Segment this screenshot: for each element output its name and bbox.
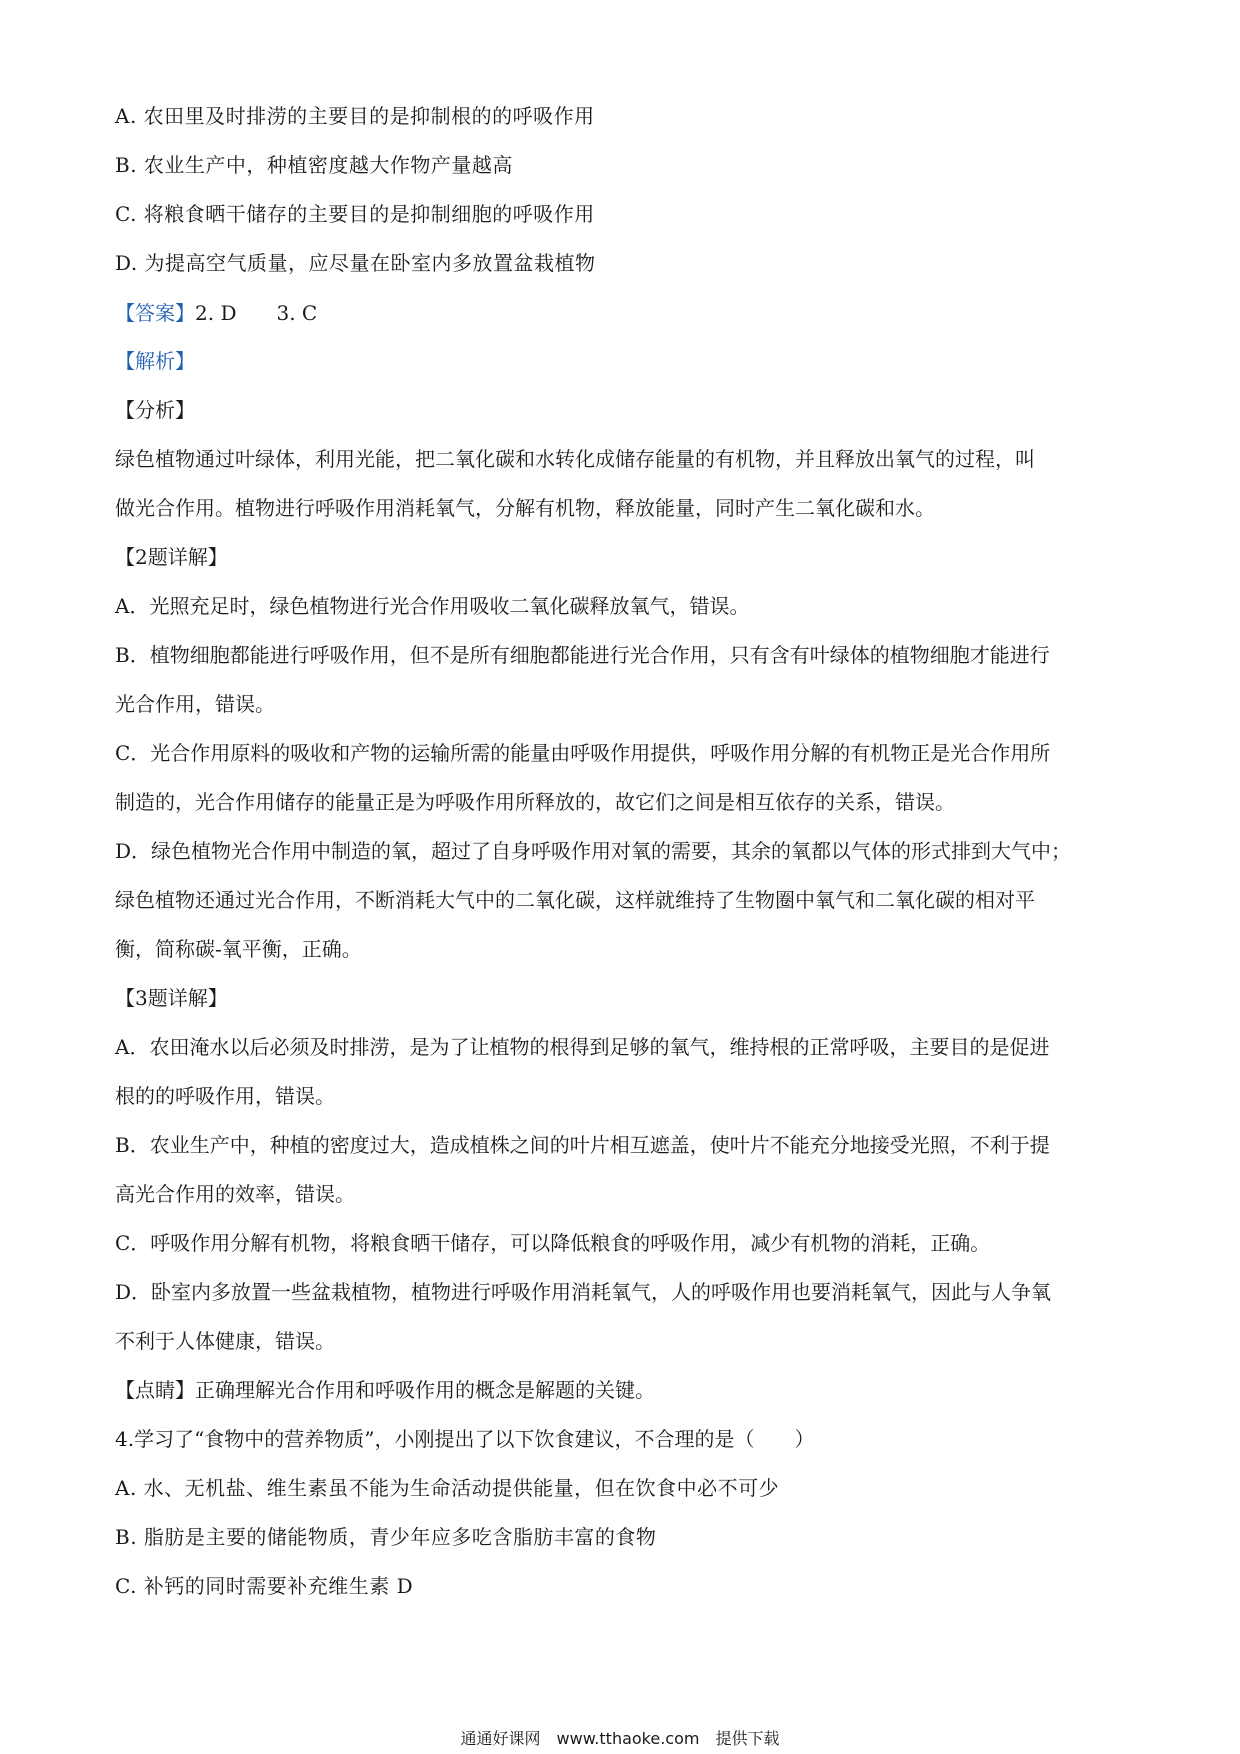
q3-line-7: 不利于人体健康，错误。: [115, 1329, 335, 1353]
q4-stem: 4.学习了“食物中的营养物质”，小刚提出了以下饮食建议，不合理的是（ ）: [115, 1427, 815, 1451]
answer-value: 2. D 3. C: [195, 301, 318, 325]
q2-detail-label: 【2题详解】: [115, 545, 228, 569]
q2-line-6: D．绿色植物光合作用中制造的氧，超过了自身呼吸作用对氧的需要，其余的氧都以气体的形式排到大气中；: [115, 839, 1072, 863]
q3-line-3: B．农业生产中，种植的密度过大，造成植株之间的叶片相互遮盖，使叶片不能充分地接受光照，不利于提: [115, 1133, 1050, 1157]
q3-line-1: A．农田淹水以后必须及时排涝，是为了让植物的根得到足够的氧气，维持根的正常呼吸，主要目的是促进: [115, 1035, 1050, 1059]
q3-line-2: 根的的呼吸作用，错误。: [115, 1084, 335, 1108]
q2-line-5: 制造的，光合作用储存的能量正是为呼吸作用所释放的，故它们之间是相互依存的关系，错误。: [115, 790, 955, 814]
q3-option-a: A. 农田里及时排涝的主要目的是抑制根的的呼吸作用: [115, 104, 595, 128]
q2-line-4: C．光合作用原料的吸收和产物的运输所需的能量由呼吸作用提供，呼吸作用分解的有机物正是光合作用所: [115, 741, 1051, 765]
dianjing-line: 【点睛】正确理解光合作用和呼吸作用的概念是解题的关键。: [115, 1378, 655, 1402]
q4-option-b: B. 脂肪是主要的储能物质，青少年应多吃含脂肪丰富的食物: [115, 1525, 657, 1549]
fenxi-label: 【分析】: [115, 398, 195, 422]
q2-line-2: B．植物细胞都能进行呼吸作用，但不是所有细胞都能进行光合作用，只有含有叶绿体的植物细胞才能进行: [115, 643, 1050, 667]
fenxi-line-1: 绿色植物通过叶绿体，利用光能，把二氧化碳和水转化成储存能量的有机物，并且释放出氧气的过程，叫: [115, 447, 1035, 471]
q3-option-b: B. 农业生产中，种植密度越大作物产量越高: [115, 153, 513, 177]
footer-source: 通通好课网 www.tthaoke.com 提供下载: [460, 1729, 780, 1748]
q3-option-c: C. 将粮食晒干储存的主要目的是抑制细胞的呼吸作用: [115, 202, 595, 226]
q2-line-1: A．光照充足时，绿色植物进行光合作用吸收二氧化碳释放氧气，错误。: [115, 594, 750, 618]
q3-line-6: D．卧室内多放置一些盆栽植物，植物进行呼吸作用消耗氧气，人的呼吸作用也要消耗氧气，因此与人争氧: [115, 1280, 1052, 1304]
fenxi-line-2: 做光合作用。植物进行呼吸作用消耗氧气，分解有机物，释放能量，同时产生二氧化碳和水。: [115, 496, 935, 520]
q2-line-7: 绿色植物还通过光合作用，不断消耗大气中的二氧化碳，这样就维持了生物圈中氧气和二氧化碳的相对平: [115, 888, 1035, 912]
q3-line-5: C．呼吸作用分解有机物，将粮食晒干储存，可以降低粮食的呼吸作用，减少有机物的消耗，正确。: [115, 1231, 991, 1255]
q4-option-a: A. 水、无机盐、维生素虽不能为生命活动提供能量，但在饮食中必不可少: [115, 1476, 780, 1500]
q3-line-4: 高光合作用的效率，错误。: [115, 1182, 355, 1206]
analysis-label: 【解析】: [115, 349, 195, 373]
answer-label: 【答案】: [115, 301, 195, 325]
q2-line-8: 衡，简称碳-氧平衡，正确。: [115, 937, 362, 961]
q4-option-c: C. 补钙的同时需要补充维生素 D: [115, 1574, 414, 1598]
q3-option-d: D. 为提高空气质量，应尽量在卧室内多放置盆栽植物: [115, 251, 596, 275]
answer-line: [115, 298, 1135, 328]
q2-line-3: 光合作用，错误。: [115, 692, 275, 716]
q3-detail-label: 【3题详解】: [115, 986, 228, 1010]
